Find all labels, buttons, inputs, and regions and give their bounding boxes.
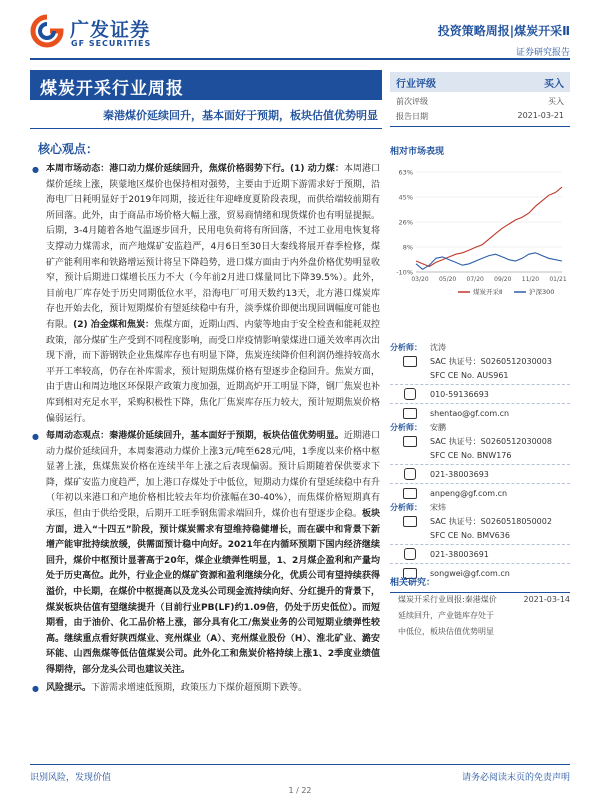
email-icon [403, 488, 417, 499]
paragraph-lead-2: (2) 冶金煤和焦炭： [73, 319, 155, 330]
subtitle-divider [30, 128, 382, 129]
paragraph-weekly-view [32, 429, 380, 679]
market-performance-title: 相对市场表现 [390, 147, 445, 157]
y-tick-label: 45% [398, 193, 413, 202]
analyst-sfc: SFC CE No. AUS961 [430, 370, 509, 380]
analyst-phone: 021-38003691 [430, 549, 489, 559]
id-card-icon [403, 356, 417, 367]
analyst-email[interactable]: anpeng@gf.com.cn [430, 488, 508, 498]
report-header-info [438, 22, 570, 58]
related-item-line3: 中低位，板块估值优势明显 [398, 627, 494, 636]
analyst-block [390, 500, 570, 580]
analyst-email[interactable]: songwei@gf.com.cn [430, 568, 510, 578]
analyst-phone: 010-59136693 [430, 389, 489, 399]
paragraph-body: 下游需求增速低预期，政策压力下煤价超预期下跌等。 [91, 682, 308, 693]
analyst-phone: 021-38003693 [430, 469, 489, 479]
x-tick-label: 07/20 [466, 276, 484, 283]
x-tick-label: 01/21 [549, 276, 567, 283]
analyst-separator [390, 464, 570, 465]
report-date-label: 报告日期 [396, 112, 428, 121]
rating-label: 行业评级 [396, 78, 436, 90]
phone-icon [404, 388, 416, 400]
y-tick-label: -10% [396, 268, 413, 277]
logo-text-en: GF SECURITIES [71, 39, 152, 48]
analyst-sac: SAC 执证号：S0260512030003 [430, 356, 552, 366]
analyst-name: 沈涛 [430, 342, 446, 352]
paragraph-lead: 本周市场动态：港口动力煤价延续回升，焦煤价格弱势下行。(1) 动力煤： [46, 164, 344, 174]
y-tick-label: 26% [398, 218, 413, 227]
analyst-separator [390, 563, 570, 564]
analyst-block [390, 420, 570, 500]
id-card-icon [403, 436, 417, 447]
previous-rating-row [390, 92, 570, 107]
paragraph-body: 本周港口煤价延续上涨，陕蒙地区煤价也保持相对强势，主要由于近期下游需求好于预期，沿海电厂日耗明显好于2019年同期，接近往年迎峰度夏阶段表现，而供给端较前期有所回落。此外，由于商品市场价格大幅上涨，贸易商情绪和现货煤价也有明显提振。后期，3-4月随着各地气温逐步回升，民用电负荷将有所回落，不过工业用电恢复将支撑动力煤需求，而产地煤矿安监趋严，4月6日至30日大秦线将展开春季检修，煤矿产能利用率和铁路增运预计将呈下降趋势，进口煤方面由于内外盘价格优势明显收窄，预计后期进口煤增长压力不大（今年前2月进口煤量同比下降39.5%）。此外，目前电厂库存处于历史同期低位水平，沿海电厂可用天数约13天，北方港口煤炭库存也开始去化，预计短期煤价有望延续稳中有升，淡季煤价即便出现回调幅度可能也有限。 [46, 164, 380, 330]
related-item-title: 煤炭开采行业周报:秦港煤价 [398, 595, 497, 604]
y-tick-label: 63% [398, 168, 413, 177]
rating-box [390, 72, 570, 127]
analyst-sac: SAC 执证号：S0260512030008 [430, 436, 552, 446]
rating-divider [390, 126, 570, 127]
paragraph-lead: 风险提示。 [46, 682, 92, 693]
related-research-title: 相关研究： [390, 575, 570, 593]
previous-rating-value: 买入 [548, 97, 564, 106]
analyst-separator [390, 384, 570, 385]
x-tick-label: 11/20 [521, 276, 540, 283]
paragraph-lead-2: 板块方面，进入“十四五”阶段，预计煤炭需求有望维持稳健增长，而在碳中和背景下新增产能审批持续放缓，供需面预计稳中向好。2021年在内循环预期下国内经济继续回升，煤价中枢预计显著高于20年，煤企业绩弹性明显，1、2月煤企盈利和产量均处于历史高位。此外，行业企业的煤矿资源和盈利继续分化，优质公司有望持续获得溢价，中长期，在煤价中枢提高以及龙头公司现金流持续向好、分红提升的背景下，煤炭板块估值有望继续提升（目前行业PB(LF)约1.09倍，仍处于历史低位）。而短期看，由于油价、化工品价格上涨，部分具有化工/焦炭业务的公司短期业绩弹性较高。继续重点看好陕西煤业、兖州煤业（A）、兖州煤业股份（H）、淮北矿业、潞安环能、山西焦煤等低估值煤炭公司。此外化工和焦炭价格持续上涨1、2季度业绩值得期待，部分龙头公司也建议关注。 [46, 509, 380, 675]
core-views-heading: 核心观点： [38, 142, 99, 156]
analyst-label: 分析师： [390, 342, 422, 352]
paragraph-body: 近期港口动力煤价延续回升，本周秦港动力煤价上涨3元/吨至628元/吨，1季度以来价格中枢显著上涨，焦煤焦炭价格在连续半年上涨之后表现偏弱。预计后期随着保供要求下降，煤矿安监力度趋严，加上港口存煤处于中低位，短期动力煤价有望延续稳中有升（年初以来港口和产地价格相比较去年均价涨幅在30-40%），而焦煤价格短期真有承压，但由于供给受限，后期开工旺季钢焦需求端回升，煤价也有望逐步企稳。 [46, 431, 380, 520]
paragraph-market [32, 162, 380, 427]
paragraph-body-2: 焦煤方面，近期山西、内蒙等地由于安全检查和能耗双控政策，部分煤矿生产受到不同程度影响，而受口岸疫情影响蒙煤进口通关效率再次出现下滑，而下游钢铁企业焦煤库存也有明显下降，焦炭连续降价但利润仍维持较高水平开工率较高，仍存在补库需求，预计短期焦煤价格有望逐步企稳回升。焦炭方面，由于唐山和周边地区环保限产政策力度加强，近期高炉开工明显下降，钢厂焦炭也补库到相对充足水平，采购积极性下降，焦化厂焦炭库存压力较大，预计短期焦炭价格偏弱运行。 [46, 319, 380, 424]
bullet-icon: ● [32, 683, 39, 693]
id-card-icon [403, 516, 417, 527]
footer-disclaimer-note: 请务必阅读末页的免责声明 [461, 773, 570, 783]
footer-slogan: 识别风险，发现价值 [30, 773, 112, 783]
main-content [32, 162, 380, 698]
market-performance-chart [390, 162, 570, 312]
report-series: 投资策略周报|煤炭开采Ⅱ [437, 24, 570, 38]
analyst-separator [390, 403, 570, 404]
analyst-name: 宋炜 [430, 502, 446, 512]
report-date-value: 2021-03-21 [517, 111, 564, 120]
phone-icon [404, 548, 416, 560]
analyst-sfc: SFC CE No. BMV636 [430, 530, 510, 540]
page-number: 1 / 22 [288, 786, 312, 795]
paragraph-lead: 每周动态观点：秦港煤价延续回升，基本面好于预期，板块估值优势明显。 [46, 431, 344, 442]
analyst-label: 分析师： [390, 422, 422, 432]
analyst-separator [390, 544, 570, 545]
rating-value: 买入 [544, 78, 564, 90]
analyst-block [390, 340, 570, 420]
paragraph-risk [32, 681, 380, 697]
phone-icon [404, 468, 416, 480]
analyst-email[interactable]: shentao@gf.com.cn [430, 408, 510, 418]
footer-divider [30, 764, 570, 765]
analyst-name: 安鹏 [430, 422, 446, 432]
x-tick-label: 05/20 [438, 276, 457, 283]
related-item-line2: 延续回升，产业链库存处于 [398, 611, 494, 620]
email-icon [403, 408, 417, 419]
x-tick-label: 09/20 [494, 276, 512, 283]
y-tick-label: 8% [402, 243, 413, 252]
report-title: 煤炭开采行业周报 [30, 70, 382, 100]
company-logo [30, 14, 180, 54]
analyst-label: 分析师： [390, 502, 422, 512]
header-divider [30, 58, 570, 60]
related-item-date: 2021-03-14 [523, 595, 570, 604]
rating-header [390, 72, 570, 92]
previous-rating-label: 前次评级 [396, 97, 428, 106]
legend-label: 沪深300 [529, 288, 555, 296]
x-tick-label: 03/20 [411, 276, 429, 283]
analyst-sfc: SFC CE No. BNW176 [430, 450, 512, 460]
report-type: 证券研究报告 [515, 48, 570, 58]
bullet-icon: ● [32, 165, 39, 174]
logo-text-cn: 广发证券 [70, 19, 151, 41]
report-subtitle: 秦港煤价延续回升，基本面好于预期，板块估值优势明显 [103, 109, 378, 122]
analyst-separator [390, 483, 570, 484]
analyst-sac: SAC 执证号：S0260518050002 [430, 516, 552, 526]
related-research-item[interactable] [398, 592, 570, 640]
gf-logo-icon [30, 14, 64, 48]
report-date-row [390, 107, 570, 122]
legend-label: 煤炭开采Ⅱ [473, 288, 503, 296]
bullet-icon: ● [32, 432, 39, 442]
